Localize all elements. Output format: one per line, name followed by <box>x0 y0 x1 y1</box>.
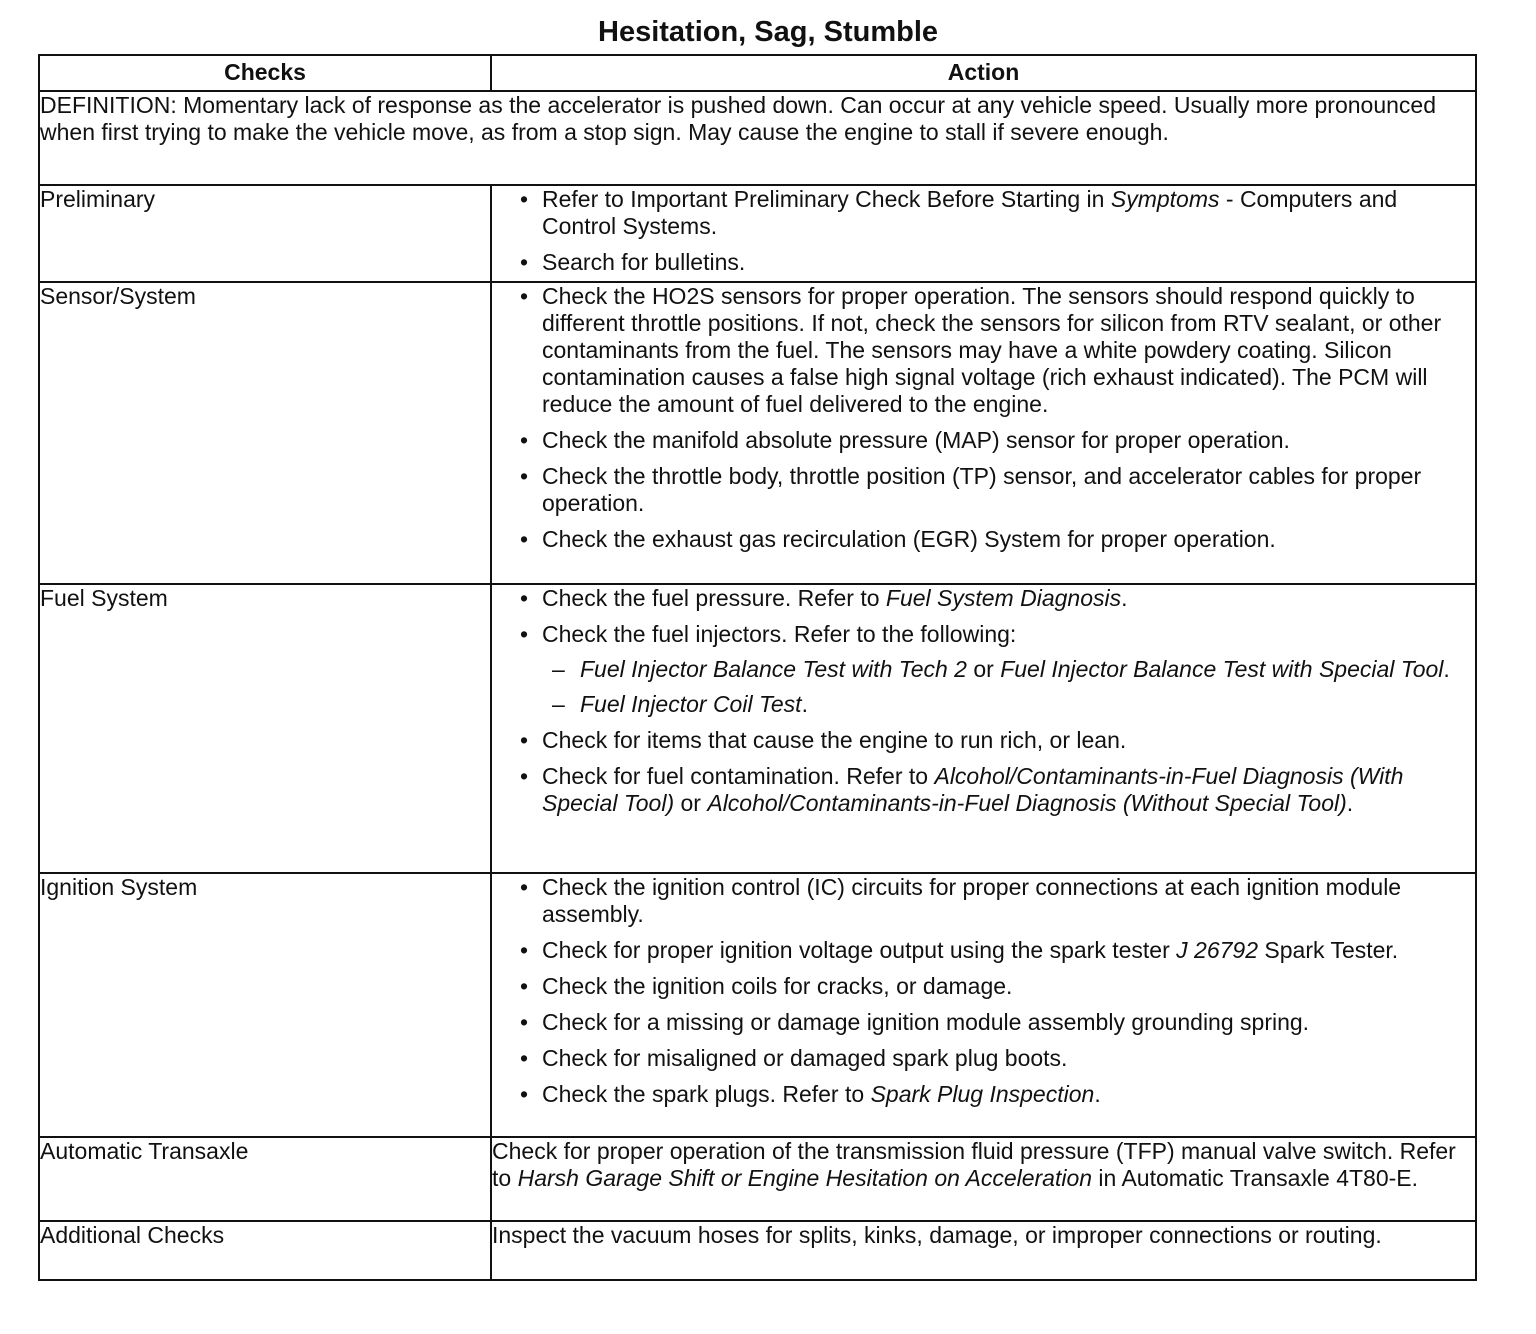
text-segment: Refer to Important Preliminary Check Before Starting in <box>542 186 1111 212</box>
reference-text: Alcohol/Contaminants-in-Fuel Diagnosis (With Special Tool) <box>542 763 1404 816</box>
action-cell-fuel <box>491 584 1476 873</box>
check-cell-ignition: Ignition System <box>39 873 491 1137</box>
text-segment: . <box>1094 1081 1101 1107</box>
text-segment: Spark Tester. <box>1258 937 1399 963</box>
table-row <box>39 185 1476 282</box>
text-segment: Check the fuel pressure. Refer to <box>542 585 886 611</box>
text-segment: Check for proper operation of the transmission fluid pressure (TFP) manual valve switch. Refer to <box>492 1138 1456 1191</box>
check-cell-fuel: Fuel System <box>39 584 491 873</box>
text-segment: or <box>674 790 708 816</box>
reference-text: Harsh Garage Shift or Engine Hesitation on Acceleration <box>517 1165 1093 1191</box>
action-cell-ignition <box>491 873 1476 1137</box>
list-item: • Check the exhaust gas recirculation (EGR) System for proper operation. <box>492 526 1475 553</box>
sub-list-item <box>552 656 1475 683</box>
check-cell-additional: Additional Checks <box>39 1221 491 1280</box>
reference-text: Fuel Injector Balance Test with Special Tool <box>1000 656 1444 682</box>
list-item: • Check the ignition coils for cracks, or damage. <box>492 973 1475 1000</box>
action-cell-preliminary <box>491 185 1476 282</box>
reference-text: Fuel Injector Balance Test with Tech 2 <box>580 656 967 682</box>
text-segment: Check the fuel injectors. Refer to the following: <box>542 621 1017 647</box>
diagnosis-table <box>38 54 1477 1281</box>
reference-text: J 26792 <box>1176 937 1258 963</box>
list-item: • Search for bulletins. <box>492 249 1475 276</box>
list-item: • Check for items that cause the engine to run rich, or lean. <box>492 727 1475 754</box>
header-row <box>39 55 1476 91</box>
action-cell-additional: Inspect the vacuum hoses for splits, kinks, damage, or improper connections or routing. <box>491 1221 1476 1280</box>
list-item: • Check the throttle body, throttle position (TP) sensor, and accelerator cables for proper operation. <box>492 463 1475 517</box>
list-item <box>492 186 1475 240</box>
reference-text: Fuel System Diagnosis <box>885 585 1122 611</box>
list-item: • Check the manifold absolute pressure (MAP) sensor for proper operation. <box>492 427 1475 454</box>
definition-text: DEFINITION: Momentary lack of response as the accelerator is pushed down. Can occur at any vehicle speed. Usually more pronounced when first trying to make the vehicle move, as from a stop sign. May cause the engine to stall if severe enough. <box>39 91 1476 185</box>
text-segment: . <box>801 691 808 717</box>
action-header: Action <box>491 55 1476 91</box>
list-item: • Check for misaligned or damaged spark plug boots. <box>492 1045 1475 1072</box>
action-cell-transaxle <box>491 1137 1476 1221</box>
check-cell-transaxle: Automatic Transaxle <box>39 1137 491 1221</box>
text-segment: . <box>1443 656 1450 682</box>
text-segment: Check for fuel contamination. Refer to <box>542 763 935 789</box>
reference-text: Fuel Injector Coil Test <box>580 691 802 717</box>
list-item <box>492 763 1475 817</box>
check-cell-sensor: Sensor/System <box>39 282 491 584</box>
table-row <box>39 1221 1476 1280</box>
list-item <box>492 937 1475 964</box>
sub-list-item <box>552 691 1475 718</box>
list-item: • Check the HO2S sensors for proper operation. The sensors should respond quickly to different throttle positions. If not, check the sensors for silicon from RTV sealant, or other contaminants from the fuel. The sensors may have a white powdery coating. Silicon contamination causes a false high signal voltage (rich exhaust indicated). The PCM will reduce the amount of fuel delivered to the engine. <box>492 283 1475 418</box>
text-segment: . <box>1121 585 1128 611</box>
list-item <box>492 585 1475 612</box>
list-item: • Check the ignition control (IC) circuits for proper connections at each ignition module assembly. <box>492 874 1475 928</box>
list-item <box>492 621 1475 718</box>
checks-header: Checks <box>39 55 491 91</box>
table-row <box>39 584 1476 873</box>
reference-text: Alcohol/Contaminants-in-Fuel Diagnosis (Without Special Tool) <box>707 790 1347 816</box>
table-row <box>39 873 1476 1137</box>
text-segment: or <box>966 656 1001 682</box>
text-segment: Check the spark plugs. Refer to <box>542 1081 871 1107</box>
table-row <box>39 282 1476 584</box>
text-segment: in Automatic Transaxle 4T80-E. <box>1092 1165 1419 1191</box>
definition-row <box>39 91 1476 185</box>
list-item <box>492 1081 1475 1108</box>
text-segment: - Computers and Control Systems. <box>542 186 1398 239</box>
check-cell-preliminary: Preliminary <box>39 185 491 282</box>
action-cell-sensor <box>491 282 1476 584</box>
page-title: Hesitation, Sag, Stumble <box>598 16 938 48</box>
text-segment: . <box>1346 790 1354 816</box>
text-segment: Check for proper ignition voltage output using the spark tester <box>542 937 1177 963</box>
list-item: • Check for a missing or damage ignition module assembly grounding spring. <box>492 1009 1475 1036</box>
reference-text: Symptoms <box>1110 186 1220 212</box>
table-row <box>39 1137 1476 1221</box>
reference-text: Spark Plug Inspection <box>870 1081 1095 1107</box>
